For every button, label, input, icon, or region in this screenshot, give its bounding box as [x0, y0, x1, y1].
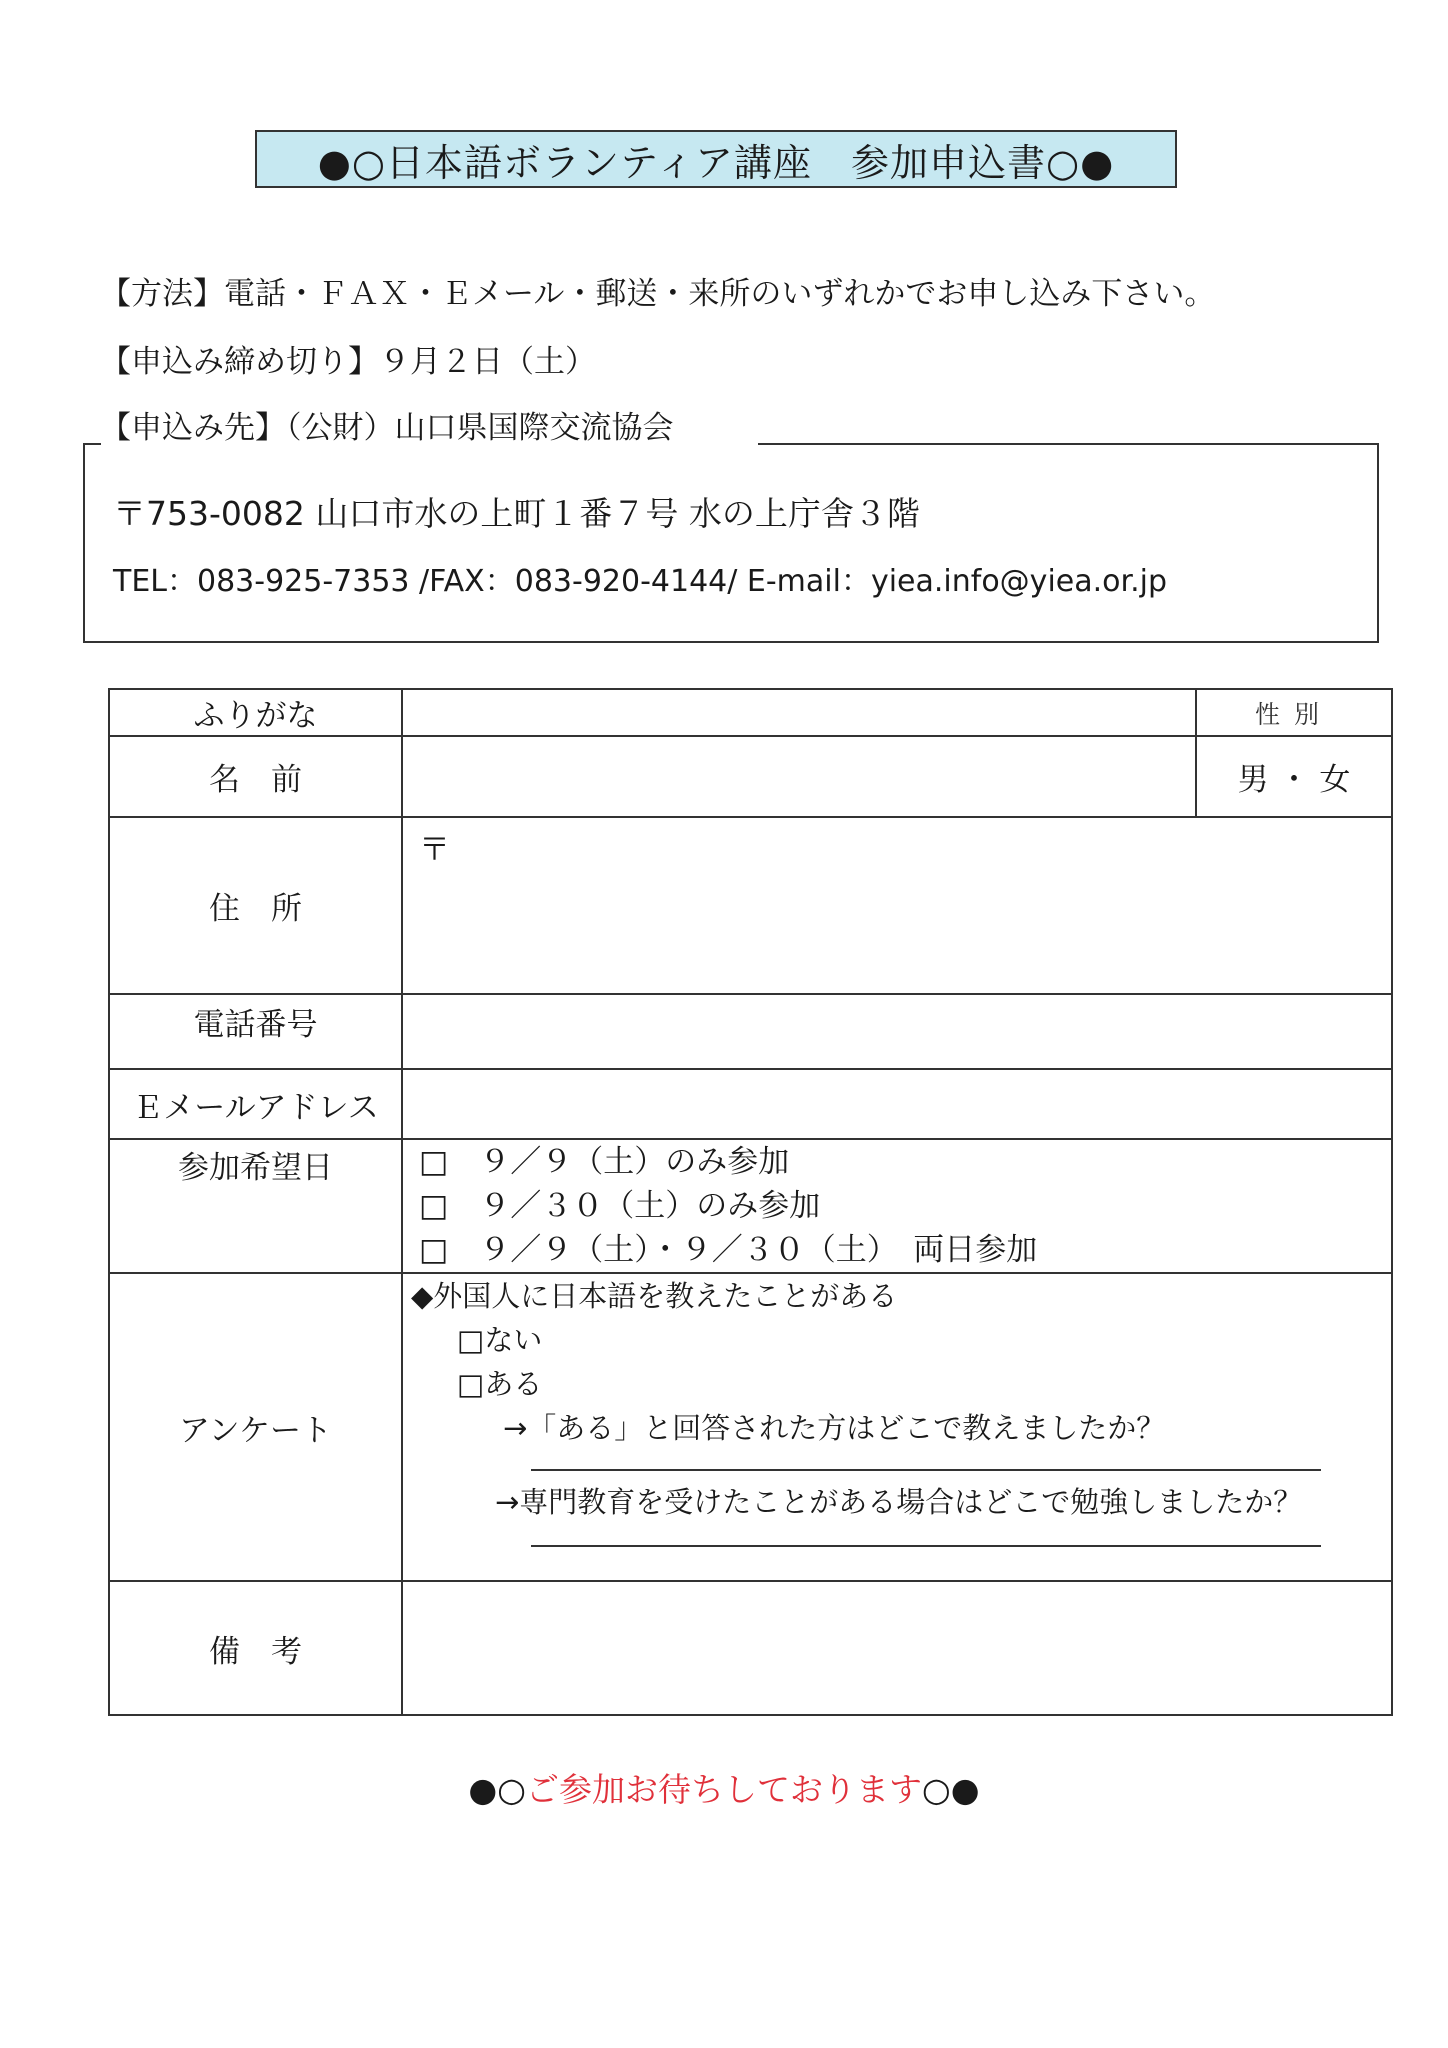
survey-followup-where-taught: →「ある」と回答された方はどこで教えましたか？ — [503, 1411, 1166, 1445]
contact-address: 〒753-0082 山口市水の上町１番７号 水の上庁舎３階 — [113, 494, 920, 533]
address-label: 住 所 — [109, 817, 402, 994]
furigana-field[interactable] — [402, 689, 1196, 736]
gender-options[interactable]: 男 ・ 女 — [1196, 736, 1392, 817]
date-option-sep9[interactable]: □ ９／９（土）のみ参加 — [419, 1144, 790, 1180]
survey-section — [402, 1273, 1392, 1581]
footer-message — [0, 1764, 1448, 1811]
contact-box — [83, 443, 1379, 643]
footer-suffix-marks: ○● — [922, 1770, 980, 1809]
contact-tel-fax-email: TEL：083-925-7353 /FAX：083-920-4144/ E-mail：yiea.info@yiea.or.jp — [113, 564, 1167, 599]
gender-label: 性別 — [1196, 689, 1392, 736]
phone-field[interactable] — [402, 994, 1392, 1069]
footer-text: ご参加お待ちしております — [526, 1770, 922, 1809]
email-field[interactable] — [402, 1069, 1392, 1139]
date-options — [402, 1139, 1392, 1273]
remarks-field[interactable] — [402, 1581, 1392, 1715]
phone-label: 電話番号 — [109, 994, 402, 1069]
answer-line-where-taught[interactable] — [531, 1468, 1321, 1471]
survey-option-yes[interactable]: □ある — [457, 1367, 543, 1401]
remarks-label: 備 考 — [109, 1581, 402, 1715]
deadline-info: 【申込み締め切り】９月２日（土） — [100, 344, 596, 380]
application-form — [108, 688, 1393, 1716]
answer-line-where-studied[interactable] — [531, 1544, 1321, 1547]
email-label: Ｅメールアドレス — [109, 1069, 402, 1139]
date-option-sep30[interactable]: □ ９／３０（土）のみ参加 — [419, 1188, 821, 1224]
address-field[interactable] — [402, 817, 1392, 994]
postal-mark-icon: 〒 — [419, 832, 450, 868]
name-label: 名 前 — [109, 736, 402, 817]
name-field[interactable] — [402, 736, 1196, 817]
survey-label: アンケート — [109, 1273, 402, 1581]
survey-question: ◆外国人に日本語を教えたことがある — [411, 1279, 898, 1313]
survey-option-no[interactable]: □ない — [457, 1323, 543, 1357]
page-title: ●○日本語ボランティア講座 参加申込書○● — [255, 130, 1177, 188]
destination-info: 【申込み先】（公財）山口県国際交流協会 — [100, 410, 674, 446]
survey-followup-where-studied: →専門教育を受けたことがある場合はどこで勉強しましたか？ — [495, 1485, 1303, 1519]
date-option-both[interactable]: □ ９／９（土）・９／３０（土） 両日参加 — [419, 1232, 1038, 1268]
footer-prefix-marks: ●○ — [468, 1770, 526, 1809]
method-info: 【方法】電話・ＦＡＸ・Ｅメール・郵送・来所のいずれかでお申し込み下さい。 — [100, 276, 1216, 312]
date-label: 参加希望日 — [109, 1139, 402, 1273]
furigana-label: ふりがな — [109, 689, 402, 736]
